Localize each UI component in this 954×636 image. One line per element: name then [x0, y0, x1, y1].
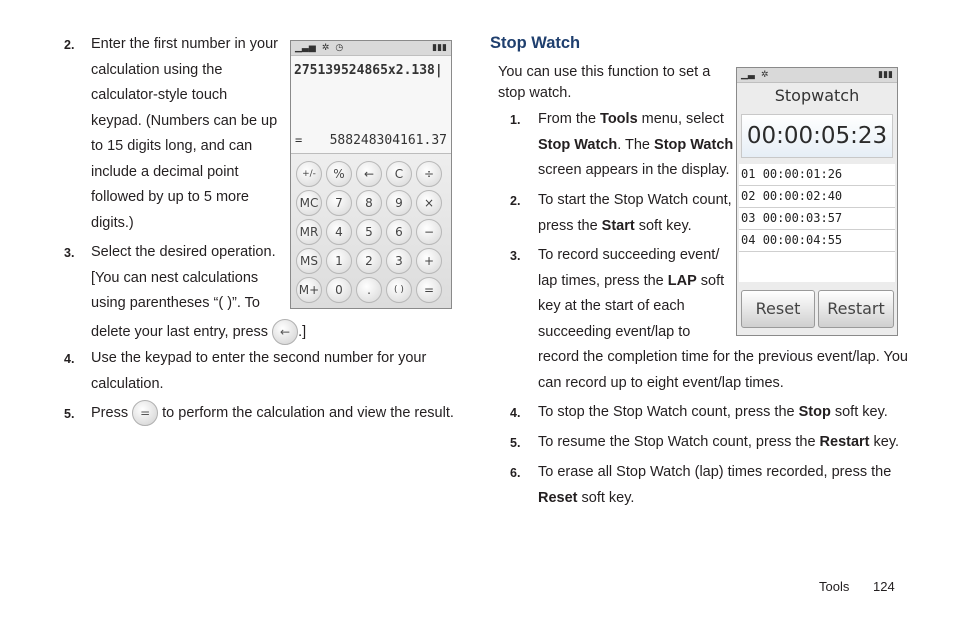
- key-m-plus[interactable]: M+: [296, 277, 322, 303]
- text-line: Select the desired operation.: [91, 244, 276, 260]
- key-5[interactable]: 5: [356, 219, 382, 245]
- sw-step-1-text: [538, 107, 733, 184]
- key-plus-minus[interactable]: +/-: [296, 161, 322, 187]
- text-line: using parentheses “( )”. To: [91, 295, 260, 311]
- key-3[interactable]: 3: [386, 248, 412, 274]
- text-line: [538, 430, 899, 456]
- key-8[interactable]: 8: [356, 190, 382, 216]
- step-number: 6.: [510, 466, 521, 480]
- stopwatch-title: Stopwatch: [774, 86, 860, 105]
- sw-step-5-text: [538, 430, 899, 456]
- key-parentheses[interactable]: ( ): [386, 277, 412, 303]
- text-line: calculation using the: [91, 61, 223, 78]
- text-line: key at the start of each: [538, 298, 685, 314]
- text-line: [538, 400, 888, 426]
- key-equals[interactable]: =: [416, 277, 442, 303]
- step-3-text: [91, 240, 306, 345]
- step-number: 3.: [510, 249, 521, 263]
- bold-term: LAP: [667, 272, 697, 289]
- key-7[interactable]: 7: [326, 190, 352, 216]
- key-percent[interactable]: %: [326, 161, 352, 187]
- section-heading: Stop Watch: [490, 34, 581, 52]
- text-line: succeeding event/lap to: [538, 323, 691, 340]
- text-line: [You can nest calculations: [91, 269, 259, 286]
- text-span: delete your last entry, press: [91, 323, 269, 340]
- text-line: To erase all Stop Watch (lap) times recorded, press the: [538, 464, 892, 480]
- key-6[interactable]: 6: [386, 219, 412, 245]
- bold-term: Stop Watch: [654, 136, 734, 153]
- intro-text: [498, 62, 710, 104]
- battery-icon: ▮▮▮: [878, 70, 893, 80]
- status-bar: [737, 68, 897, 83]
- key-mr[interactable]: MR: [296, 219, 322, 245]
- signal-icon: ▁▃: [741, 70, 755, 80]
- key-divide[interactable]: ÷: [416, 161, 442, 187]
- step-5-text: [91, 400, 454, 426]
- sw-step-6-text: [538, 460, 891, 511]
- text-span: lap times, press the: [538, 272, 668, 289]
- key-1[interactable]: 1: [326, 248, 352, 274]
- key-9[interactable]: 9: [386, 190, 412, 216]
- text-span: .]: [298, 323, 307, 340]
- text-span: Press: [91, 404, 129, 421]
- bold-term: Start: [601, 217, 635, 234]
- bold-term: Tools: [600, 111, 638, 127]
- back-arrow-icon: ←: [272, 319, 298, 345]
- key-ms[interactable]: MS: [296, 248, 322, 274]
- text-line: to 15 digits long, and can: [91, 138, 253, 154]
- text-line: screen appears in the display.: [538, 162, 730, 178]
- text-span: To resume the Stop Watch count, press the: [538, 434, 820, 450]
- text-line: To start the Stop Watch count,: [538, 192, 732, 208]
- keypad: [291, 153, 451, 308]
- lap-index: 01: [741, 167, 756, 181]
- text-span: key.: [869, 434, 900, 450]
- restart-button[interactable]: Restart: [818, 290, 894, 328]
- battery-icon: ▮▮▮: [432, 43, 447, 53]
- text-line: [538, 486, 891, 512]
- text-line: calculation.: [91, 375, 164, 392]
- step-number: 2.: [510, 194, 521, 208]
- footer-section: Tools: [819, 579, 850, 594]
- text-line: Use the keypad to enter the second number for your: [91, 350, 427, 366]
- lap-time: 00:00:02:40: [762, 189, 843, 203]
- text-span: soft key.: [634, 217, 692, 234]
- text-line: You can use this function to set a: [498, 64, 711, 80]
- reset-button[interactable]: Reset: [741, 290, 815, 328]
- key-backspace[interactable]: ←: [356, 161, 382, 187]
- lap-row: [739, 164, 895, 186]
- text-line: followed by up to 5 more: [91, 189, 249, 205]
- key-0[interactable]: 0: [326, 277, 352, 303]
- text-line: keypad. (Numbers can be up: [91, 112, 278, 129]
- text-span: soft key.: [830, 404, 888, 420]
- key-mc[interactable]: MC: [296, 190, 322, 216]
- text-line: [538, 133, 733, 159]
- step-number: 2.: [64, 38, 75, 52]
- step-4-text: [91, 346, 426, 397]
- text-line: [538, 107, 733, 133]
- step-2-text: [91, 32, 278, 236]
- lap-time: 00:00:01:26: [762, 167, 843, 181]
- calc-result: 588248304161.37: [329, 133, 447, 148]
- clock-icon: ◷: [335, 43, 344, 53]
- sync-icon: ✲: [760, 70, 769, 80]
- text-line: stop watch.: [498, 85, 572, 101]
- text-line: digits.): [91, 214, 134, 231]
- sw-step-2-text: [538, 188, 732, 239]
- calculator-screenshot: [290, 40, 452, 309]
- lap-time: 00:00:03:57: [762, 211, 843, 225]
- text-line: [91, 319, 306, 345]
- step-number: 5.: [510, 436, 521, 450]
- text-span: soft: [696, 272, 725, 289]
- lap-row: [739, 230, 895, 252]
- text-line: can record up to eight event/lap times.: [538, 374, 784, 391]
- text-line: calculator-style touch: [91, 87, 228, 103]
- lap-list-empty-area: [739, 252, 895, 282]
- key-2[interactable]: 2: [356, 248, 382, 274]
- key-multiply[interactable]: ×: [416, 190, 442, 216]
- stopwatch-time: 00:00:05:23: [741, 114, 893, 158]
- lap-row: [739, 186, 895, 208]
- key-decimal[interactable]: .: [356, 277, 382, 303]
- step-number: 1.: [510, 113, 521, 127]
- key-plus[interactable]: +: [416, 248, 442, 274]
- text-span: soft key.: [577, 489, 635, 506]
- lap-index: 03: [741, 211, 756, 225]
- step-number: 5.: [64, 407, 75, 421]
- text-span: . The: [617, 136, 655, 153]
- step-number: 4.: [510, 406, 521, 420]
- text-line: [538, 214, 732, 240]
- lap-index: 02: [741, 189, 756, 203]
- bold-term: Reset: [538, 489, 578, 506]
- status-bar: [291, 41, 451, 56]
- key-4[interactable]: 4: [326, 219, 352, 245]
- calc-expression: 275139524865x2.138|: [294, 63, 443, 78]
- calc-equals-sign: =: [295, 133, 303, 147]
- signal-icon: ▁▃▅: [295, 43, 316, 53]
- step-number: 4.: [64, 352, 75, 366]
- sw-step-4-text: [538, 400, 888, 426]
- stopwatch-screenshot: [736, 67, 898, 336]
- text-line: To record succeeding event/: [538, 247, 720, 263]
- lap-index: 04: [741, 233, 756, 247]
- text-span: To stop the Stop Watch count, press the: [538, 404, 799, 420]
- text-line: Enter the first number in your: [91, 36, 278, 52]
- key-minus[interactable]: −: [416, 219, 442, 245]
- text-span: press the: [538, 217, 602, 234]
- bold-term: Stop: [798, 404, 831, 420]
- sync-icon: ✲: [321, 43, 330, 53]
- equals-icon: =: [132, 400, 158, 426]
- lap-time: 00:00:04:55: [762, 233, 843, 247]
- step-number: 3.: [64, 246, 75, 260]
- key-clear[interactable]: C: [386, 161, 412, 187]
- bold-term: Stop Watch: [538, 136, 618, 153]
- text-line: include a decimal point: [91, 163, 239, 180]
- text-span: to perform the calculation and view the result.: [162, 404, 454, 421]
- text-line: record the completion time for the previous event/lap. You: [538, 349, 908, 365]
- text-span: From the: [538, 111, 601, 127]
- bold-term: Restart: [819, 434, 870, 450]
- text-span: menu, select: [637, 111, 724, 127]
- page-number: 124: [873, 579, 895, 594]
- lap-row: [739, 208, 895, 230]
